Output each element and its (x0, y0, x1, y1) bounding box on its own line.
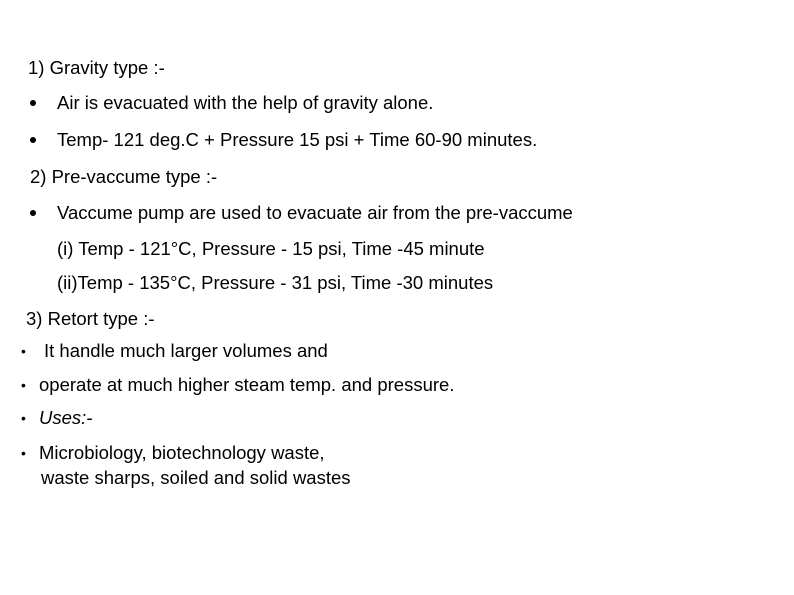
list-item: It handle much larger volumes and (44, 340, 328, 361)
bullet-icon: • (21, 343, 26, 359)
sub-item: (ii)Temp - 135°C, Pressure - 31 psi, Time -30 minutes (57, 272, 494, 293)
uses-label: Uses:- (39, 407, 93, 428)
list-item-continuation: waste sharps, soiled and solid wastes (41, 467, 351, 488)
list-item: Air is evacuated with the help of gravity alone. (57, 92, 434, 113)
list-item: Vaccume pump are used to evacuate air from the pre-vaccume (57, 202, 573, 223)
bullet-icon: • (21, 377, 26, 393)
list-item: operate at much higher steam temp. and pressure. (39, 374, 455, 395)
list-item: Microbiology, biotechnology waste, (39, 442, 325, 463)
bullet-icon (30, 100, 36, 106)
bullet-icon: • (21, 410, 26, 426)
bullet-icon: • (21, 445, 26, 461)
section-heading-retort: 3) Retort type :- (26, 308, 155, 329)
sub-item: (i) Temp - 121°C, Pressure - 15 psi, Time -45 minute (57, 238, 485, 259)
section-heading-prevac: 2) Pre-vaccume type :- (30, 166, 218, 187)
list-item: Temp- 121 deg.C + Pressure 15 psi + Time 60-90 minutes. (57, 129, 538, 150)
bullet-icon (30, 137, 36, 143)
section-heading-gravity: 1) Gravity type :- (28, 57, 165, 78)
bullet-icon (30, 210, 36, 216)
